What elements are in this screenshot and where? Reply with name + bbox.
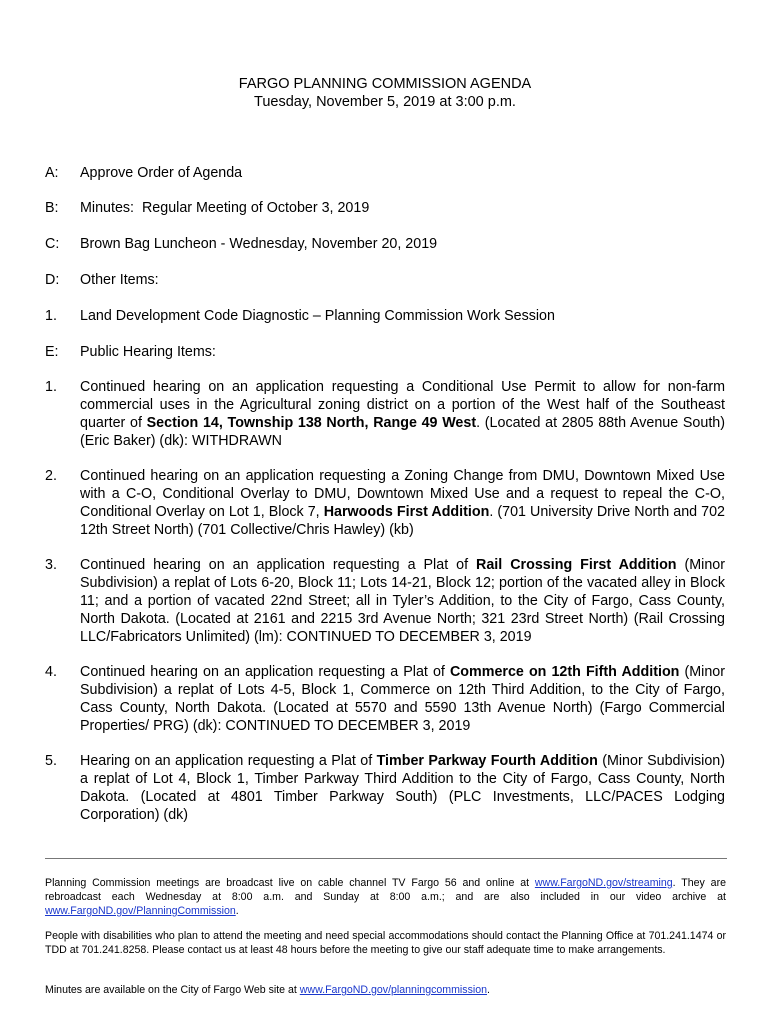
item-label: 3. [45,557,57,573]
item-label: 1. [45,379,57,395]
item-text: Public Hearing Items: [80,344,216,360]
item-text-post: (Minor Subdivision) a replat of Lots 4-5, Block 1, Commerce on 12th Third Addition, to the City of Fargo, Cass County, North Dakota. (Located at 5570 and 5590 13th Avenue North) (Fargo Commercial Properties/ PRG) (dk): CONTINUED TO DECEMBER 3, 2019 [80,664,726,734]
item-label: 5. [45,753,57,769]
item-text-pre: Continued hearing on an application requesting a Plat of [80,664,450,680]
item-label: A: [45,165,59,181]
minutes-text: Minutes are available on the City of Fargo Web site at [45,984,300,996]
item-text-post: . (Located at 2805 88th Avenue South) (Eric Baker) (dk): WITHDRAWN [80,415,726,449]
item-text-pre: Continued hearing on an application requesting a Conditional Use Permit to allow for non-farm commercial uses in the Agricultural zoning district on a portion of the West half of the Southeast quarter of [80,379,725,431]
streaming-link[interactable]: www.FargoND.gov/streaming [534,877,673,889]
item-text-pre: Hearing on an application requesting a Plat of [80,753,377,769]
item-text-post: (Minor Subdivision) a replat of Lots 6-20, Block 11; Lots 14-21, Block 12; portion of the vacated alley in Block 11; and a portion of vacated 22nd Street; all in Tyler’s Addition, to the City of Fargo, Cass County, North Dakota. (Located at 2161 and 2215 3rd Avenue North; 321 23rd Street North) (Rail Crossing LLC/Fabricators Unlimited) (lm): CONTINUED TO DECEMBER 3, 2019 [80,557,726,645]
broadcast-text: . [235,905,239,917]
hearing-item-3 [45,556,725,646]
agenda-item-c [45,235,725,253]
hearing-item-5 [45,752,725,824]
broadcast-text: Planning Commission meetings are broadcast live on cable channel TV Fargo 56 and online at [45,877,535,889]
item-label: D: [45,272,60,288]
page-title: FARGO PLANNING COMMISSION AGENDA [238,76,532,92]
item-text-bold: Timber Parkway Fourth Addition [376,753,598,769]
hearing-item-1 [45,378,725,450]
minutes-notice [45,983,726,997]
agenda-item-d1 [45,307,725,325]
item-text [80,467,725,539]
hearing-item-4 [45,663,725,735]
minutes-text: . [487,984,490,996]
item-text-bold: Commerce on 12th Fifth Addition [449,664,680,680]
item-text [80,663,725,735]
footer-divider [45,858,727,859]
agenda-item-d [45,271,725,289]
item-text-pre: Continued hearing on an application requesting a Zoning Change from DMU, Downtown Mixed Use with a C-O, Conditional Overlay to DMU, Downtown Mixed Use and a request to repeal the C-O, Conditional Overlay on Lot 1, Block 7, [80,468,725,520]
planning-commission-link[interactable]: www.FargoND.gov/PlanningCommission [45,905,236,917]
agenda-item-b [45,199,725,217]
item-text-bold: Harwoods First Addition [323,504,490,520]
item-text: Land Development Code Diagnostic – Planning Commission Work Session [80,308,555,324]
item-text-post: . (701 University Drive North and 702 12th Street North) (701 Collective/Chris Hawley) (kb) [80,504,726,538]
broadcast-notice [45,876,726,918]
accessibility-notice: People with disabilities who plan to attend the meeting and need special accommodations should contact the Planning Office at 701.241.1474 or TDD at 701.241.8258. Please contact us at least 48 hours before the meeting to give our staff adequate time to make arrangements. [45,930,726,956]
meeting-date: Tuesday, November 5, 2019 at 3:00 p.m. [254,94,516,110]
hearing-item-2 [45,467,725,539]
item-text [80,556,725,646]
item-text: Brown Bag Luncheon - Wednesday, November 20, 2019 [80,236,438,252]
item-label: B: [45,200,59,216]
item-text-bold: Section 14, Township 138 North, Range 49 West [146,415,477,431]
item-label: 1. [45,308,57,324]
item-text-post: (Minor Subdivision) a replat of Lot 4, Block 1, Timber Parkway Third Addition to the City of Fargo, Cass County, North Dakota. (Located at 4801 Timber Parkway South) (PLC Investments, LLC/PACES Lodging Corporation) (dk) [80,753,725,823]
item-label: E: [45,344,59,360]
agenda-item-e [45,343,725,361]
item-label: 2. [45,468,57,484]
item-text-bold: Rail Crossing First Addition [476,557,677,573]
broadcast-text: . They are rebroadcast each Wednesday at 8:00 a.m. and Sunday at 8:00 a.m.; and are also included in our video archive at [45,877,726,903]
item-label: 4. [45,664,57,680]
item-text: Approve Order of Agenda [80,165,243,181]
item-text [80,752,725,824]
agenda-item-a [45,164,725,182]
minutes-link[interactable]: www.FargoND.gov/planningcommission [299,984,488,996]
item-text-pre: Continued hearing on an application requesting a Plat of [80,557,477,573]
item-text: Other Items: [80,272,159,288]
item-label: C: [45,236,60,252]
item-text: Minutes: Regular Meeting of October 3, 2019 [80,200,370,216]
item-text [80,378,725,450]
